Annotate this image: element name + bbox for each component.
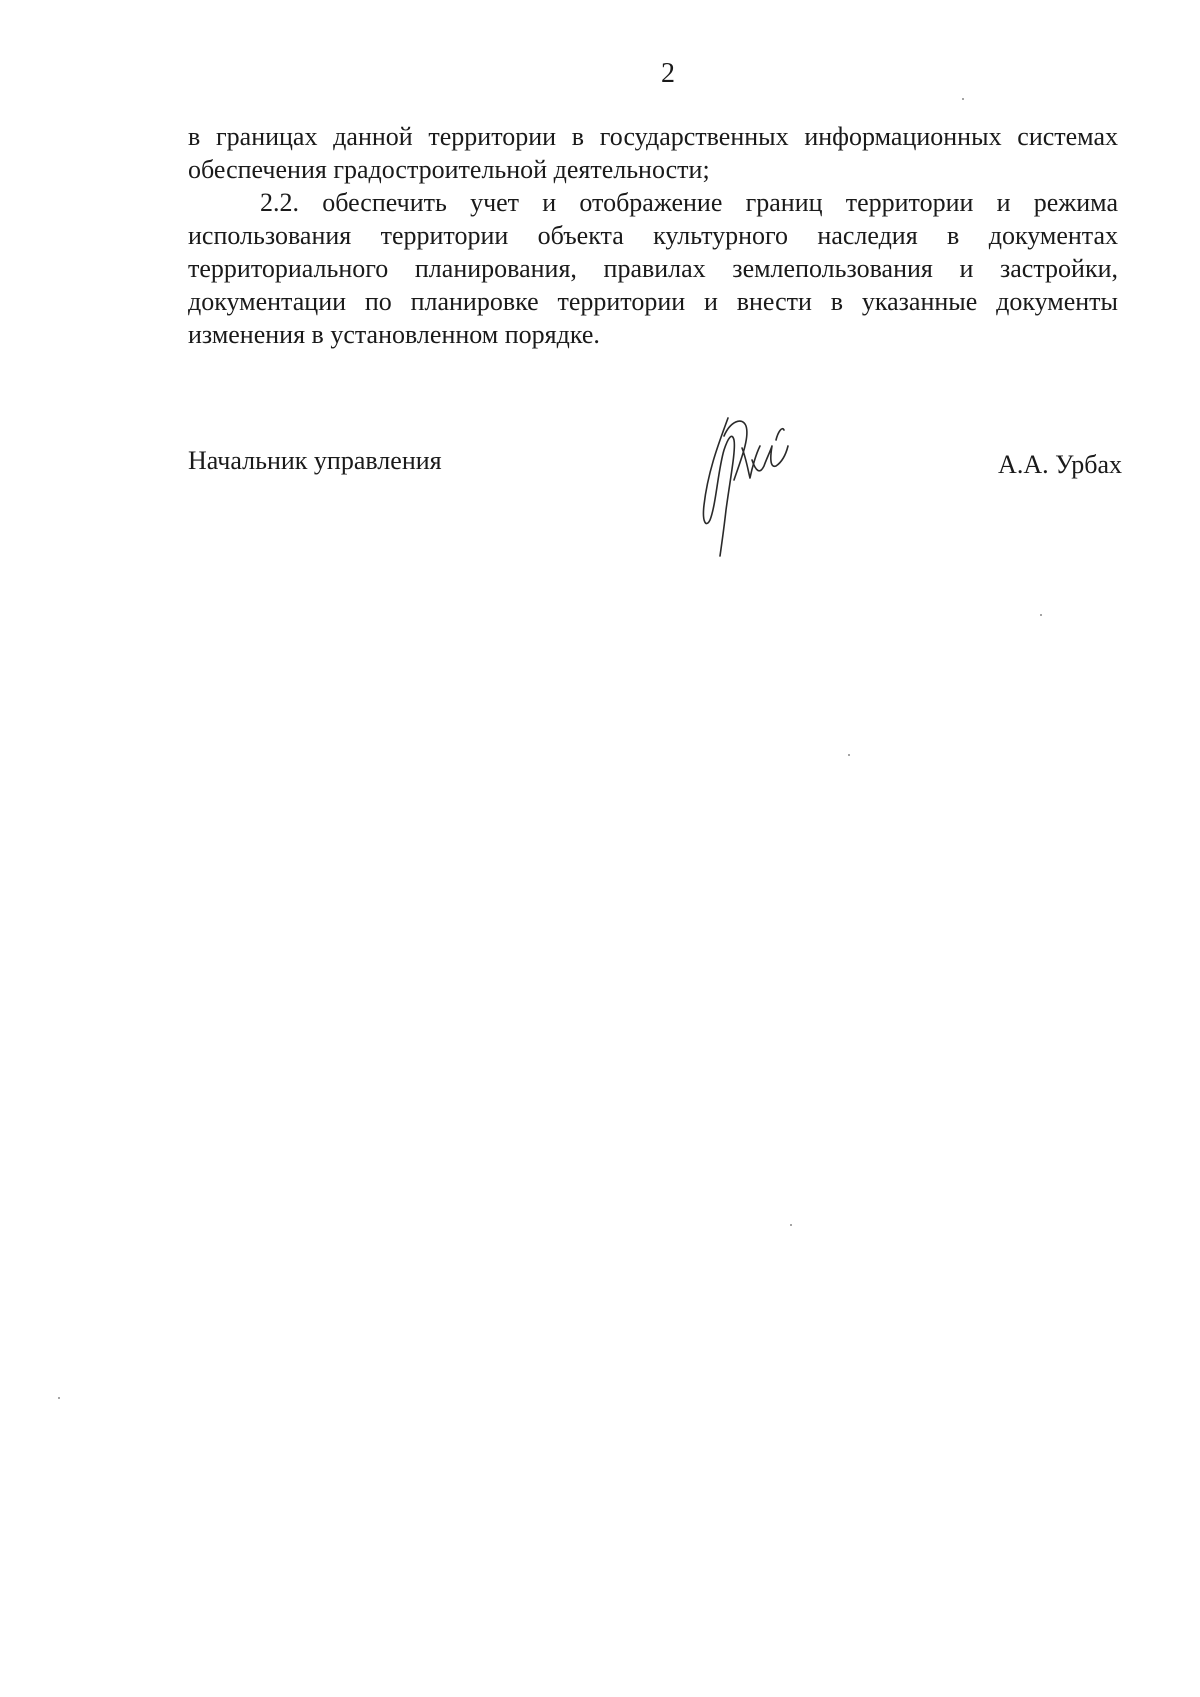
paragraph-continuation: в границах данной территории в государственных информационных системах обеспечения градостроительной деятельности; — [188, 122, 1118, 184]
scan-speck — [848, 754, 850, 756]
handwritten-signature — [690, 410, 800, 560]
body-text — [188, 120, 1118, 351]
signatory-name: А.А. Урбах — [998, 450, 1122, 479]
scan-speck — [790, 1224, 792, 1226]
scan-speck — [962, 98, 964, 100]
scan-speck — [1040, 614, 1042, 616]
page-number: 2 — [661, 58, 675, 89]
paragraph-item-2-2: 2.2. обеспечить учет и отображение границ территории и режима использования территории объекта культурного наследия в документах территориального планирования, правилах землепользования и застройки, документации по планировке территории и внести в указанные документы изменения в установленном порядке. — [188, 188, 1118, 349]
scan-speck — [58, 1397, 60, 1399]
signatory-position: Начальник управления — [188, 446, 442, 475]
